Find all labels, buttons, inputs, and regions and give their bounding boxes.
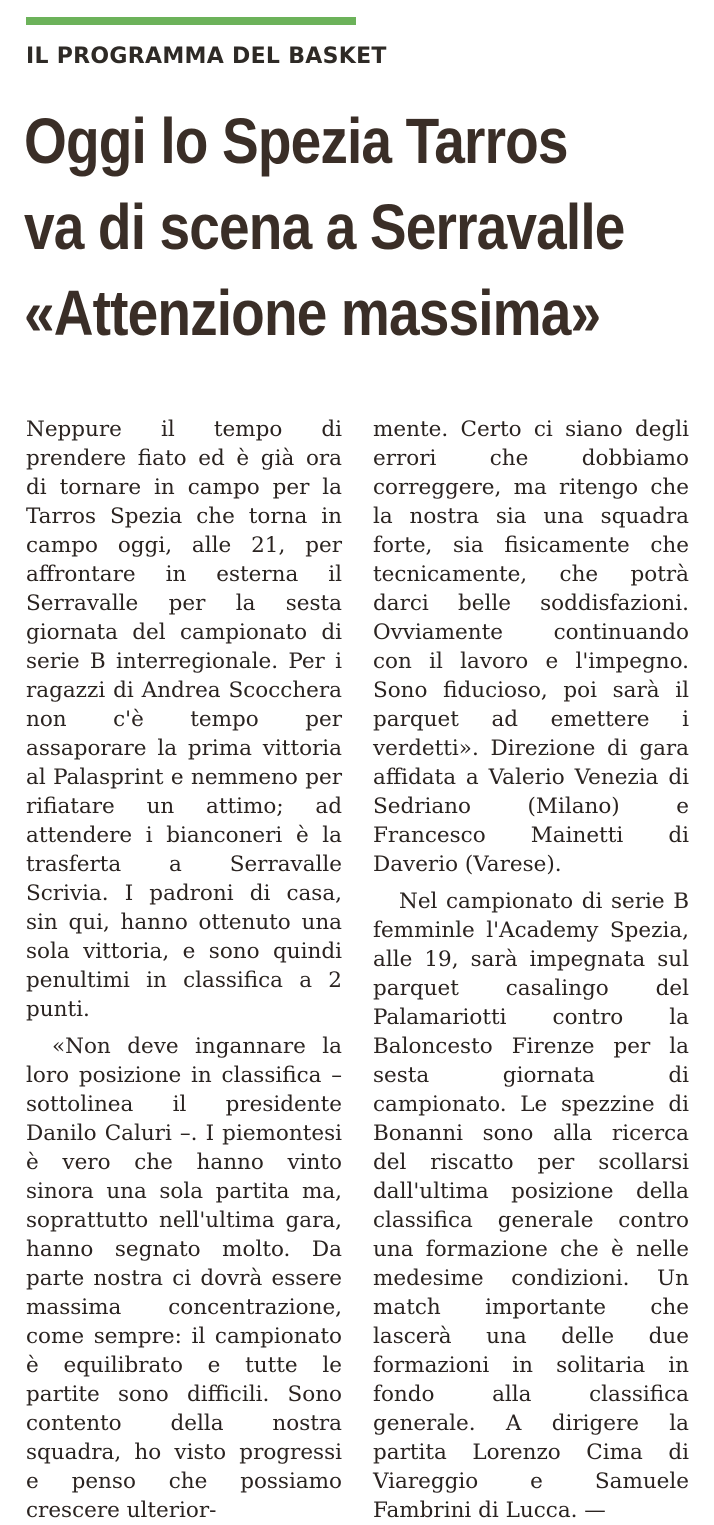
- paragraph-womens-league: Nel campionato di serie B femminle l'Academy Spezia, alle 19, sarà impegnata sul parquet casalingo del Palamariotti contro la Baloncesto Firenze per la sesta giornata di campionato. Le spezzine di Bonanni sono alla ricerca del riscatto per scollarsi dall'ultima posizione della classifica generale contro una formazione che è nelle medesime condizioni. Un match importante che lascerà una delle due formazioni in solitaria in fondo alla classifica generale. A dirigere la partita Lorenzo Cima di Viareggio e Samuele Fambrini di Lucca. —: [373, 889, 689, 1523]
- paragraph-quote-part1: «Non deve ingannare la loro posizione in classifica – sottolinea il presidente Danilo Caluri –. I piemontesi è vero che hanno vinto sinora una sola partita ma, soprattutto nell'ultima gara, hanno segnato molto. Da parte nostra ci dovrà essere massima concentrazione, come sempre: il campionato è equilibrato e tutte le partite sono difficili. Sono contento della nostra squadra, ho visto progressi e penso che possiamo crescere ulterior-: [26, 1034, 342, 1523]
- article-column-right: [373, 415, 689, 1525]
- article-column-left: [26, 415, 342, 1525]
- paragraph-intro: Neppure il tempo di prendere fiato ed è già ora di tornare in campo per la Tarros Spezia che torna in campo oggi, alle 21, per affrontare in esterna il Serravalle per la sesta giornata del campionato di serie B interregionale. Per i ragazzi di Andrea Scocchera non c'è tempo per assaporare la prima vittoria al Palasprint e nemmeno per rifiatare un attimo; ad attendere i bianconeri è la trasferta a Serravalle Scrivia. I padroni di casa, sin qui, hanno ottenuto una sola vittoria, e sono quindi penultimi in classifica a 2 punti.: [26, 417, 342, 1022]
- section-kicker: IL PROGRAMMA DEL BASKET: [26, 44, 387, 69]
- paragraph-quote-part2: mente. Certo ci siano degli errori che dobbiamo correggere, ma ritengo che la nostra sia una squadra forte, sia fisicamente che tecnicamente, che potrà darci belle soddisfazioni. Ovviamente continuando con il lavoro e l'impegno. Sono fiducioso, poi sarà il parquet ad emettere i verdetti». Direzione di gara affidata a Valerio Venezia di Sedriano (Milano) e Francesco Mainetti di Daverio (Varese).: [373, 417, 689, 877]
- headline-line-2: va di scena a Serravalle: [24, 191, 625, 263]
- headline: [24, 98, 625, 356]
- headline-line-3: «Attenzione massima»: [24, 277, 601, 349]
- section-accent-bar: [26, 17, 356, 25]
- headline-line-1: Oggi lo Spezia Tarros: [24, 105, 568, 177]
